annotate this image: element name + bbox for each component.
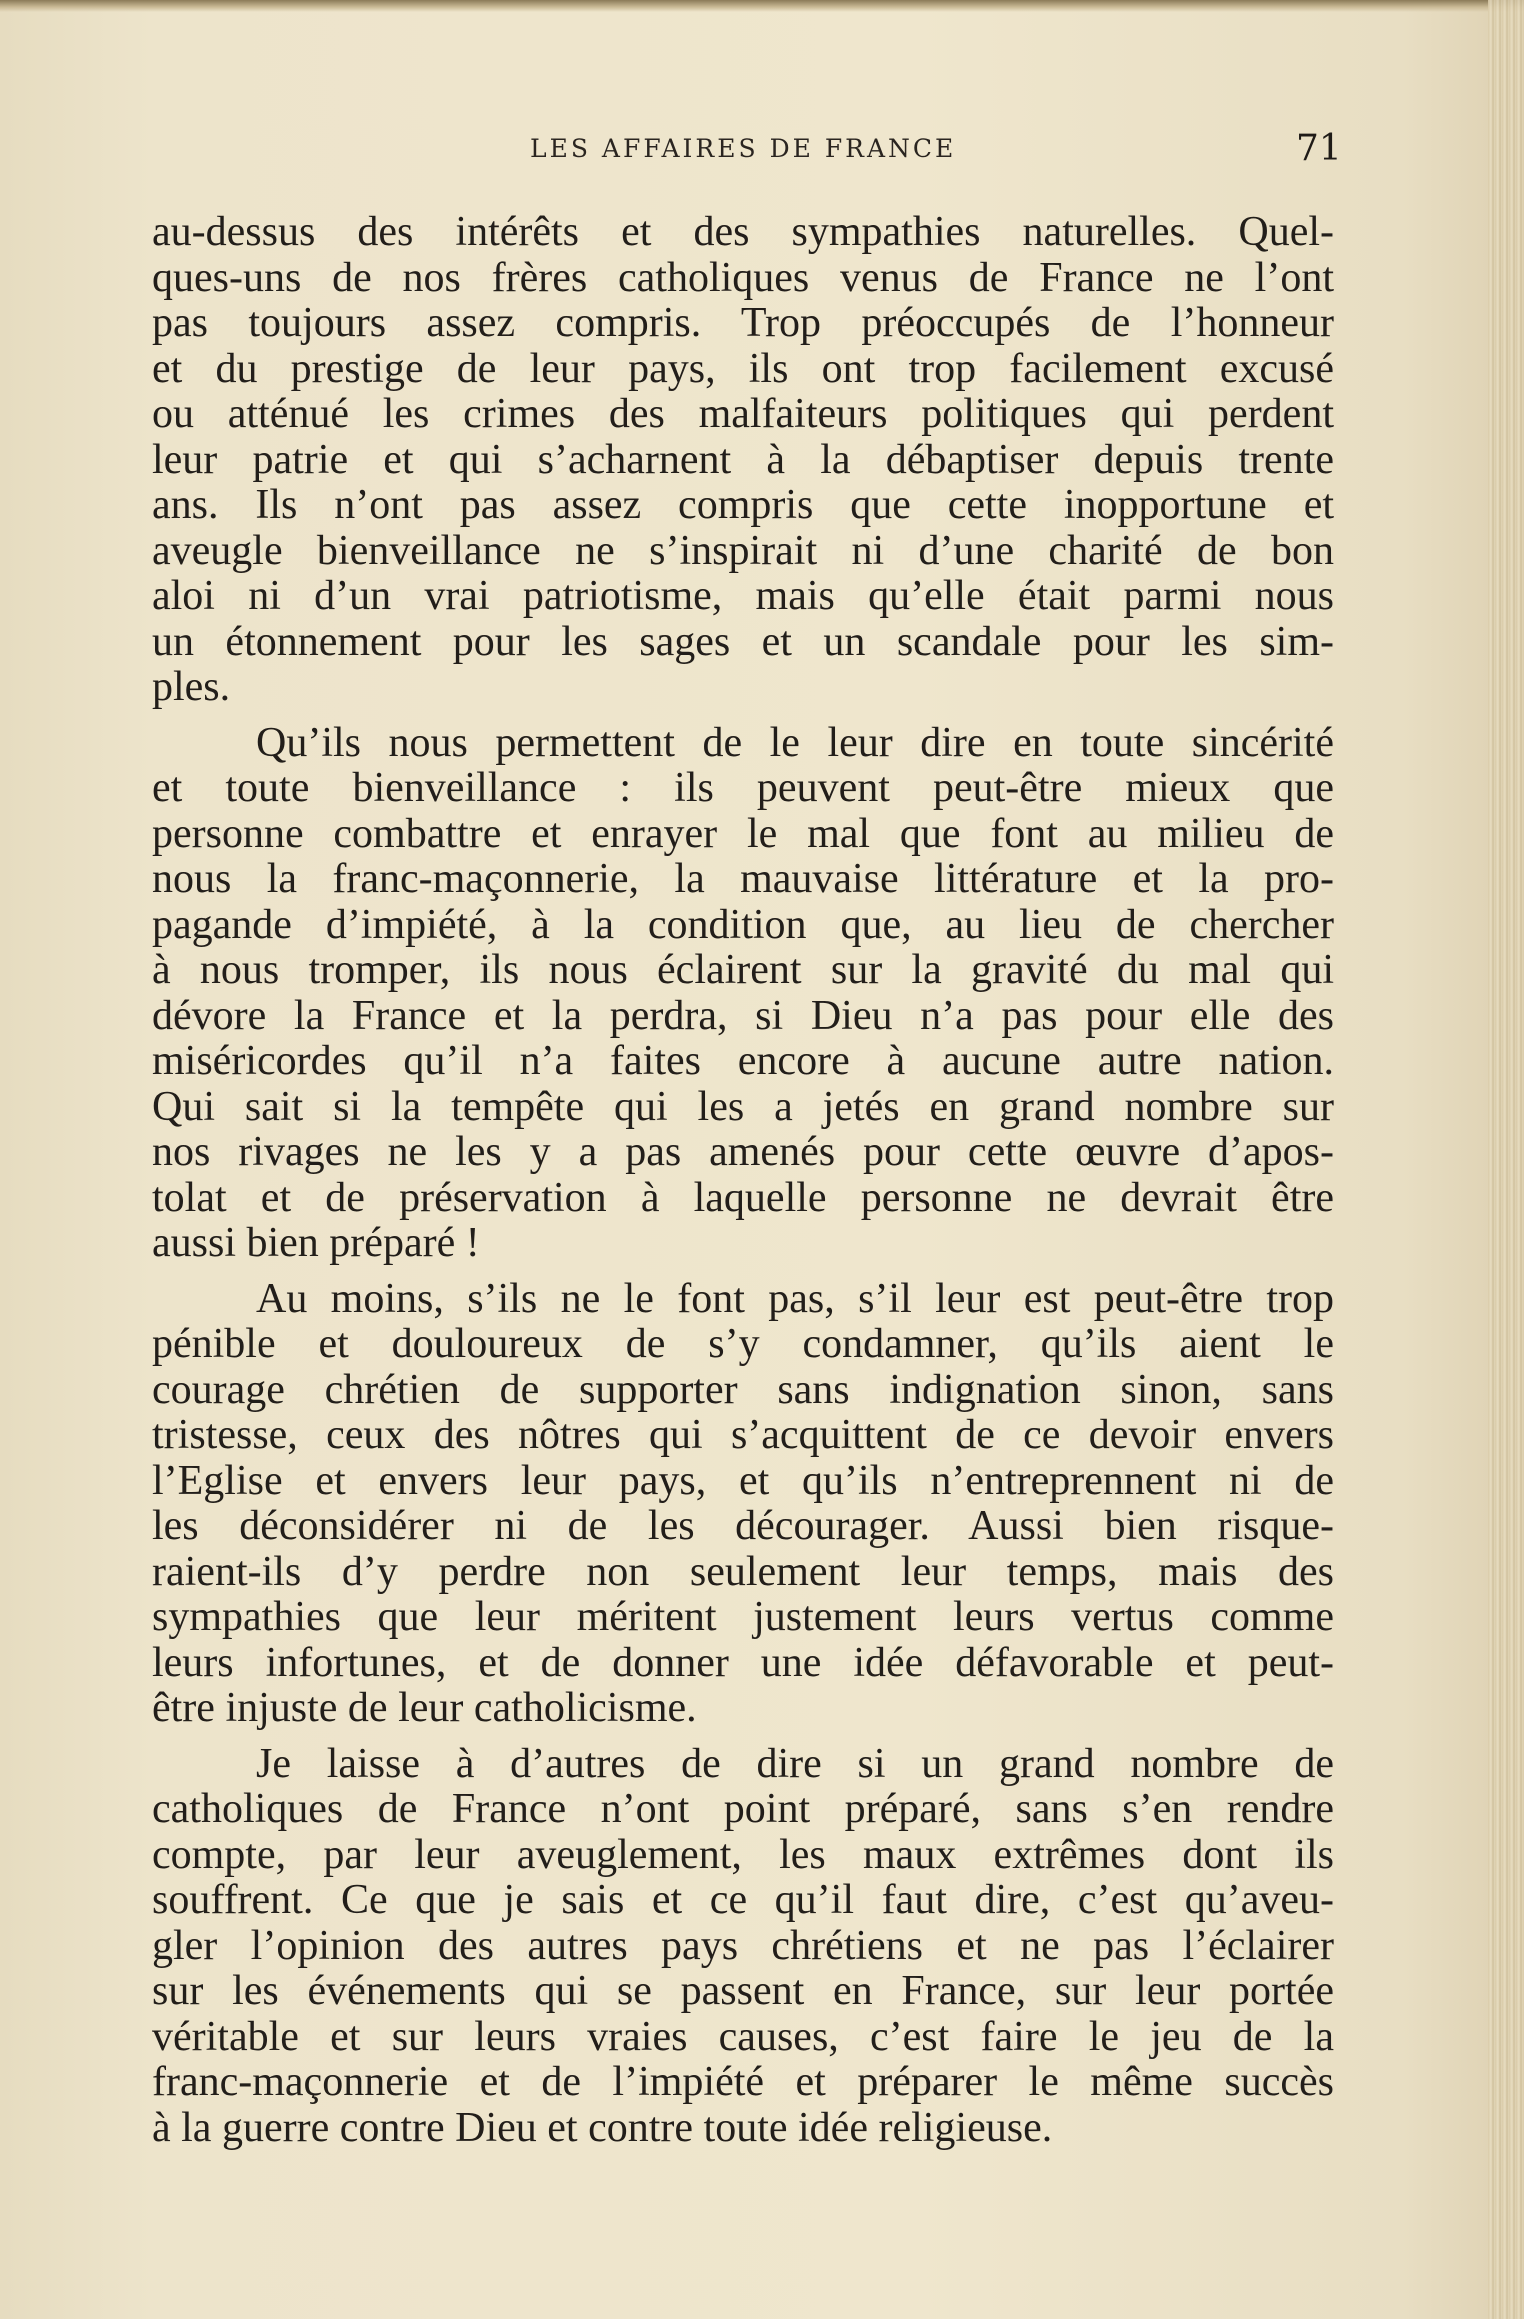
text-line: ans. Ils n’ont pas assez compris que cette inopportune et: [152, 482, 1334, 528]
paragraph-3: [152, 1277, 1334, 1732]
text-line: Au moins, s’ils ne le font pas, s’il leur est peut-être trop: [256, 1275, 1334, 1322]
text-line: pagande d’impiété, à la condition que, au lieu de chercher: [152, 901, 1334, 948]
text-line: leurs infortunes, et de donner une idée défavorable et peut-: [152, 1639, 1334, 1686]
text-line: ou atténué les crimes des malfaiteurs politiques qui perdent: [152, 391, 1334, 437]
text-line: pénible et douloureux de s’y condamner, qu’ils aient le: [152, 1321, 1334, 1367]
paragraph-2: [152, 721, 1334, 1267]
text-line: souffrent. Ce que je sais et ce qu’il faut dire, c’est qu’aveu-: [152, 1877, 1334, 1923]
text-line: et toute bienveillance : ils peuvent peut-être mieux que: [152, 765, 1334, 811]
text-line: aloi ni d’un vrai patriotisme, mais qu’elle était parmi nous: [152, 573, 1334, 619]
text-line: leur patrie et qui s’acharnent à la débaptiser depuis trente: [152, 436, 1334, 483]
text-line: les déconsidérer ni de les décourager. Aussi bien risque-: [152, 1503, 1334, 1549]
text-line: véritable et sur leurs vraies causes, c’est faire le jeu de la: [152, 2013, 1334, 2060]
text-line: courage chrétien de supporter sans indignation sinon, sans: [152, 1366, 1334, 1413]
text-line: ques-uns de nos frères catholiques venus de France ne l’ont: [152, 254, 1334, 301]
text-line: Qui sait si la tempête qui les a jetés en grand nombre sur: [152, 1083, 1334, 1130]
text-line: à la guerre contre Dieu et contre toute idée religieuse.: [152, 2104, 1053, 2151]
text-line: catholiques de France n’ont point préparé, sans s’en rendre: [152, 1786, 1334, 1832]
text-line: aussi bien préparé !: [152, 1220, 480, 1266]
text-line: sympathies que leur méritent justement leurs vertus comme: [152, 1594, 1334, 1640]
text-line: pas toujours assez compris. Trop préoccupés de l’honneur: [152, 300, 1334, 346]
text-line: un étonnement pour les sages et un scandale pour les sim-: [152, 618, 1334, 665]
text-line: gler l’opinion des autres pays chrétiens et ne pas l’éclairer: [152, 1922, 1334, 1969]
paragraph-1: [152, 210, 1334, 711]
paragraph-4: [152, 1742, 1334, 2152]
text-line: être injuste de leur catholicisme.: [152, 1685, 697, 1731]
text-line: aveugle bienveillance ne s’inspirait ni d’une charité de bon: [152, 527, 1334, 574]
text-line: miséricordes qu’il n’a faites encore à aucune autre nation.: [152, 1038, 1334, 1084]
text-line: dévore la France et la perdra, si Dieu n’a pas pour elle des: [152, 992, 1334, 1039]
text-line: franc-maçonnerie et de l’impiété et préparer le même succès: [152, 2059, 1334, 2105]
body-text: [152, 210, 1334, 2151]
text-line: personne combattre et enrayer le mal que font au milieu de: [152, 810, 1334, 857]
text-line: Je laisse à d’autres de dire si un grand nombre de: [256, 1740, 1334, 1787]
text-line: compte, par leur aveuglement, les maux extrêmes dont ils: [152, 1831, 1334, 1878]
text-line: et du prestige de leur pays, ils ont trop facilement excusé: [152, 345, 1334, 392]
text-line: l’Eglise et envers leur pays, et qu’ils n’entreprennent ni de: [152, 1457, 1334, 1504]
page-number: 71: [1296, 128, 1342, 169]
text-line: ples.: [152, 664, 231, 710]
running-head: [0, 128, 1524, 168]
text-line: tolat et de préservation à laquelle personne ne devrait être: [152, 1174, 1334, 1221]
running-title: LES AFFAIRES DE FRANCE: [530, 134, 957, 163]
text-line: nous la franc-maçonnerie, la mauvaise littérature et la pro-: [152, 856, 1334, 902]
text-line: au-dessus des intérêts et des sympathies naturelles. Quel-: [152, 209, 1334, 255]
text-line: sur les événements qui se passent en France, sur leur portée: [152, 1968, 1334, 2014]
text-line: raient-ils d’y perdre non seulement leur temps, mais des: [152, 1548, 1334, 1595]
text-line: à nous tromper, ils nous éclairent sur la gravité du mal qui: [152, 947, 1334, 993]
text-line: tristesse, ceux des nôtres qui s’acquittent de ce devoir envers: [152, 1412, 1334, 1458]
text-line: Qu’ils nous permettent de le leur dire en toute sincérité: [256, 719, 1334, 766]
page-top-edge: [0, 0, 1524, 12]
page-fore-edge: [1488, 0, 1524, 2319]
text-line: nos rivages ne les y a pas amenés pour cette œuvre d’apos-: [152, 1129, 1334, 1175]
